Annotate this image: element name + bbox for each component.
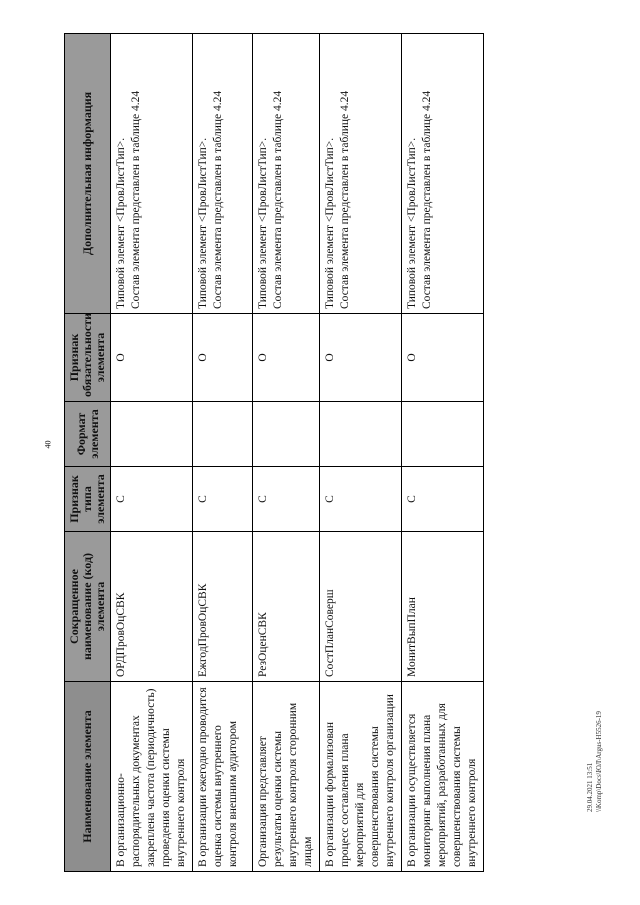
table-header-row: [65, 34, 111, 872]
cell-code: РезОценСВК: [253, 532, 320, 682]
cell-info: [320, 34, 402, 314]
cell-type: С: [193, 467, 253, 532]
cell-info: [253, 34, 320, 314]
elements-table: [64, 33, 484, 872]
header-element-type: Признак типа элемента: [65, 467, 111, 532]
table-row: [111, 34, 193, 872]
footer-timestamp: 29.04.2021 13:51: [586, 762, 594, 812]
cell-name: Организация представляет результаты оценки системы внутреннего контроля сторонним лицам: [253, 682, 320, 872]
cell-info: [111, 34, 193, 314]
cell-required: О: [402, 314, 484, 402]
cell-format: [253, 402, 320, 467]
header-additional-info: Дополнительная информация: [65, 34, 111, 314]
info-line: Состав элемента представлен в таблице 4.24: [272, 90, 284, 309]
cell-info: [402, 34, 484, 314]
cell-name: В организации ежегодно проводится оценка системы внутреннего контроля внешним аудитором: [193, 682, 253, 872]
cell-format: [111, 402, 193, 467]
cell-name: В организации осуществляется мониторинг выполнения плана мероприятий, разработанных для совершенствования системы внутреннего контроля: [402, 682, 484, 872]
rotated-table-container: [64, 34, 478, 872]
table-row: [402, 34, 484, 872]
info-line: Состав элемента представлен в таблице 4.24: [421, 90, 433, 309]
cell-required: О: [111, 314, 193, 402]
cell-info: [193, 34, 253, 314]
document-footer: [586, 672, 604, 812]
cell-code: МонитВыпПлан: [402, 532, 484, 682]
cell-required: О: [320, 314, 402, 402]
footer-path: \\Komp\Docs\ЮЛ\Argus-H5526-19: [595, 711, 603, 812]
cell-name: В организации формализован процесс составления плана мероприятий для совершенствования системы внутреннего контроля организации: [320, 682, 402, 872]
header-element-name: Наименование элемента: [65, 682, 111, 872]
cell-code: ОРДПровОцСВК: [111, 532, 193, 682]
header-element-format: Формат элемента: [65, 402, 111, 467]
info-line: Типовой элемент <ПровЛистТип>.: [406, 137, 418, 309]
header-element-required: Признак обязательности элемента: [65, 314, 111, 402]
info-line: Состав элемента представлен в таблице 4.24: [212, 90, 224, 309]
table-row: [193, 34, 253, 872]
cell-type: С: [320, 467, 402, 532]
cell-required: О: [193, 314, 253, 402]
cell-code: ЕжгодПровОцСВК: [193, 532, 253, 682]
cell-format: [402, 402, 484, 467]
cell-name: В организационно-распорядительных документах закреплена частота (периодичность) проведения оценки системы внутреннего контроля: [111, 682, 193, 872]
info-line: Состав элемента представлен в таблице 4.24: [339, 90, 351, 309]
page-number: 40: [43, 440, 53, 449]
header-element-code: Сокращенное наименование (код) элемента: [65, 532, 111, 682]
info-line: Типовой элемент <ПровЛистТип>.: [257, 137, 269, 309]
cell-required: О: [253, 314, 320, 402]
cell-format: [193, 402, 253, 467]
info-line: Типовой элемент <ПровЛистТип>.: [115, 137, 127, 309]
cell-code: СостПланСоверш: [320, 532, 402, 682]
cell-format: [320, 402, 402, 467]
table-row: [320, 34, 402, 872]
cell-type: С: [253, 467, 320, 532]
info-line: Типовой элемент <ПровЛистТип>.: [324, 137, 336, 309]
info-line: Состав элемента представлен в таблице 4.24: [130, 90, 142, 309]
cell-type: С: [402, 467, 484, 532]
cell-type: С: [111, 467, 193, 532]
info-line: Типовой элемент <ПровЛистТип>.: [197, 137, 209, 309]
table-row: [253, 34, 320, 872]
